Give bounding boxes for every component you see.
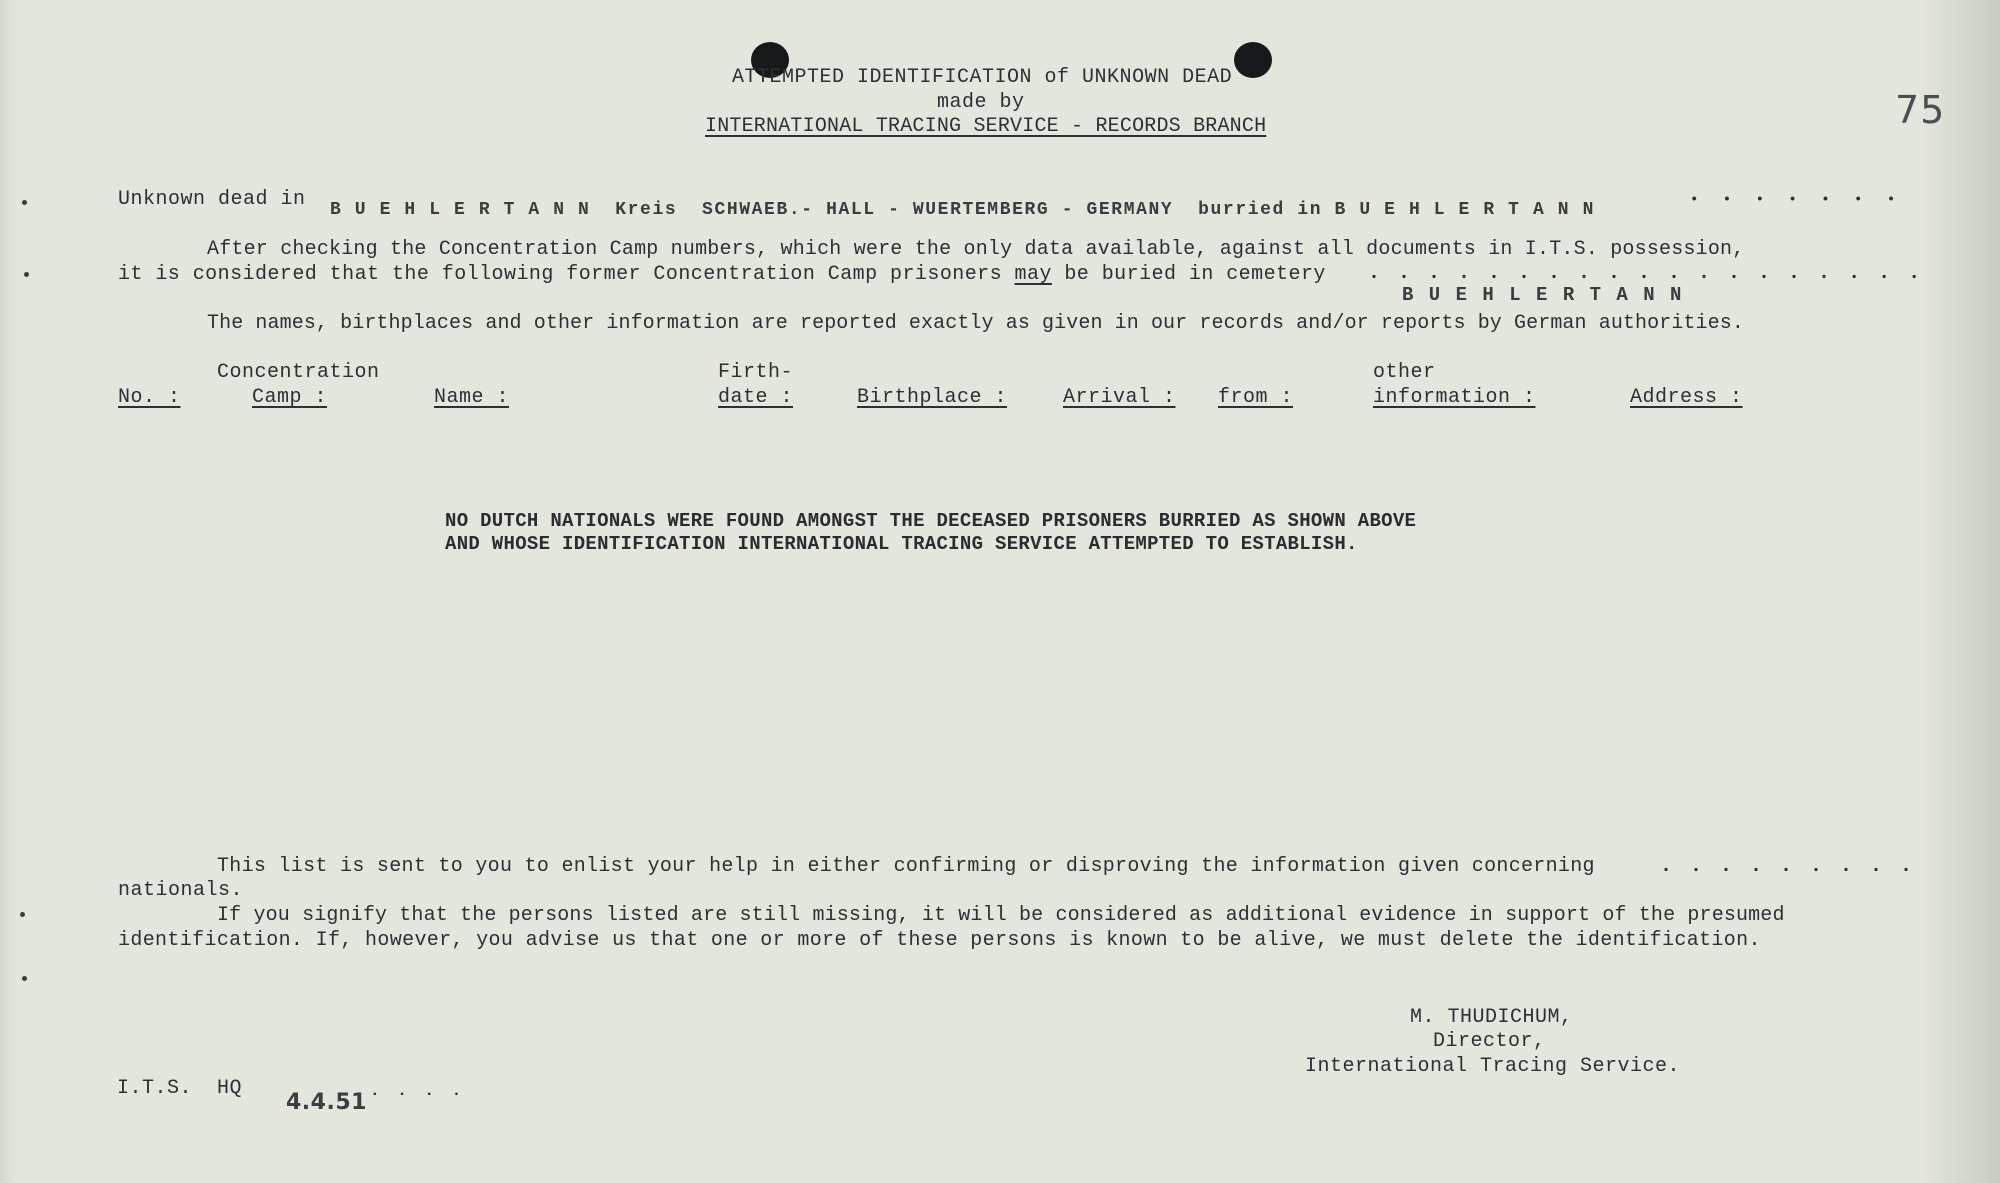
column-name: Name : (434, 386, 510, 409)
margin-mark (22, 976, 27, 981)
notice-line-2: AND WHOSE IDENTIFICATION INTERNATIONAL TRACING SERVICE ATTEMPTED TO ESTABLISH. (445, 533, 1358, 555)
paragraph-1-line-2-end: be buried in cemetery (1051, 263, 1326, 286)
paragraph-3-line-1: This list is sent to you to enlist your help in either confirming or disproving the information given concerning (217, 855, 1595, 878)
footer-office: I.T.S. HQ (117, 1077, 243, 1100)
signature-name: M. THUDICHUM, (1410, 1006, 1573, 1029)
signature-org: International Tracing Service. (1305, 1055, 1681, 1078)
place-stamp: B U E H L E R T A N N Kreis SCHWAEB.- HALL - WUERTEMBERG - GERMANY burried in B U E H L E R T A N N (330, 200, 1595, 220)
margin-mark (22, 200, 27, 205)
column-camp-top: Concentration (217, 361, 380, 384)
page-number: 75 (1895, 88, 1946, 132)
paragraph-1-line-2 (118, 263, 1326, 286)
paragraph-1-line-1: After checking the Concentration Camp numbers, which were the only data available, against all documents in I.T.S. possession, (207, 238, 1745, 261)
trailing-dots: • • • • • • • (1690, 192, 1904, 208)
notice-line-1: NO DUTCH NATIONALS WERE FOUND AMONGST THE DECEASED PRISONERS BURRIED AS SHOWN ABOVE (445, 510, 1417, 532)
footer-date: 4.4.51 (286, 1090, 367, 1115)
nationality-dots: . . . . . . . . . (1660, 855, 1916, 878)
header-made-by: made by (937, 91, 1025, 114)
column-arrival: Arrival : (1063, 386, 1176, 409)
column-birthplace: Birthplace : (857, 386, 1008, 409)
paragraph-4-line-2: identification. If, however, you advise us that one or more of these persons is known to be alive, we must delete the identification. (118, 929, 1761, 952)
margin-mark (24, 272, 29, 277)
header-subtitle: INTERNATIONAL TRACING SERVICE - RECORDS BRANCH (705, 115, 1267, 138)
column-birthdate-bottom: date : (718, 386, 794, 409)
column-from: from : (1218, 386, 1294, 409)
column-no: No. : (118, 386, 181, 409)
signature-title: Director, (1433, 1030, 1546, 1053)
column-other-top: other (1373, 361, 1436, 384)
column-other-bottom: information : (1373, 386, 1536, 409)
column-address: Address : (1630, 386, 1743, 409)
unknown-dead-label: Unknown dead in (118, 188, 306, 211)
cemetery-dots: . . . . . . . . . . . . . . . . . . . (1368, 262, 1924, 285)
column-camp-bottom: Camp : (252, 386, 328, 409)
cemetery-stamp: B U E H L E R T A N N (1402, 284, 1684, 306)
header-title: ATTEMPTED IDENTIFICATION of UNKNOWN DEAD (732, 66, 1233, 89)
paragraph-3-line-2: nationals. (118, 879, 244, 902)
paragraph-2: The names, birthplaces and other information are reported exactly as given in our records and/or reports by German authorities. (207, 312, 1744, 335)
margin-mark (20, 912, 25, 917)
punch-hole-right (1234, 42, 1272, 78)
emphasis-may: may (1014, 263, 1052, 286)
column-birthdate-top: Firth- (718, 361, 794, 384)
paragraph-1-line-2-start: it is considered that the following former Concentration Camp prisoners (118, 263, 1015, 286)
paragraph-4-line-1: If you signify that the persons listed are still missing, it will be considered as additional evidence in support of the presumed (217, 904, 1785, 927)
footer-dots: . . . . (370, 1082, 466, 1100)
